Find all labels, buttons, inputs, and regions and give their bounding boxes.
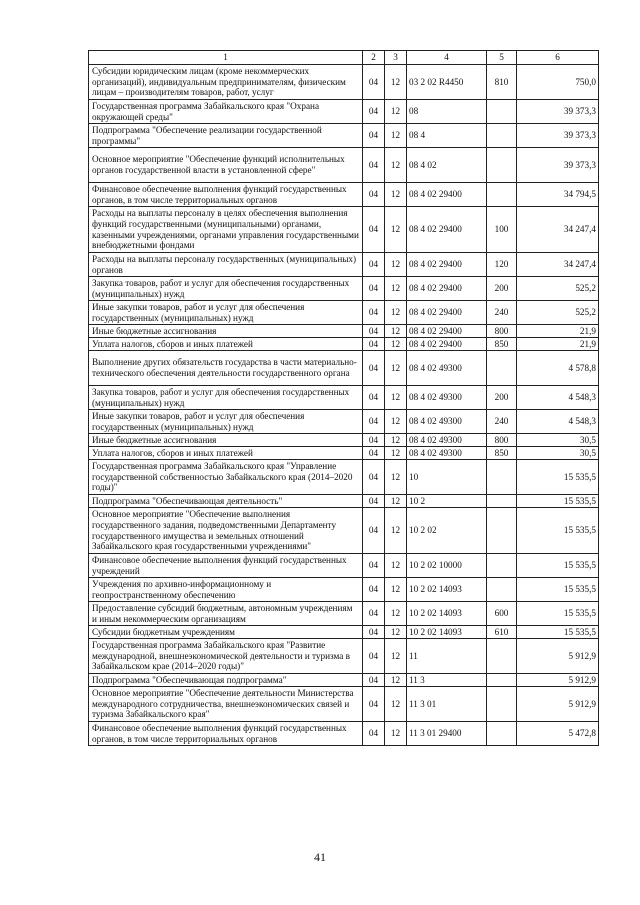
cell-subsection: 12	[385, 301, 407, 325]
cell-name: Уплата налогов, сборов и иных платежей	[89, 338, 363, 351]
cell-amount: 39 373,3	[517, 100, 599, 124]
cell-amount: 34 247,4	[517, 253, 599, 277]
table-body	[89, 65, 599, 746]
table-row	[89, 301, 599, 325]
table-row	[89, 722, 599, 746]
cell-amount: 5 912,9	[517, 674, 599, 687]
budget-table	[88, 50, 599, 746]
cell-section: 04	[363, 578, 385, 602]
cell-expense-type	[487, 578, 517, 602]
table-row	[89, 602, 599, 626]
cell-target-article: 08 4 02 49300	[407, 447, 487, 460]
cell-amount: 525,2	[517, 301, 599, 325]
cell-expense-type: 600	[487, 602, 517, 626]
cell-subsection: 12	[385, 410, 407, 434]
cell-name: Иные бюджетные ассигнования	[89, 325, 363, 338]
cell-expense-type: 240	[487, 410, 517, 434]
cell-section: 04	[363, 351, 385, 386]
table-row	[89, 554, 599, 578]
table-header-row	[89, 51, 599, 65]
cell-subsection: 12	[385, 626, 407, 639]
cell-name: Закупка товаров, работ и услуг для обеспечения государственных (муниципальных) нужд	[89, 277, 363, 301]
cell-subsection: 12	[385, 253, 407, 277]
cell-name: Уплата налогов, сборов и иных платежей	[89, 447, 363, 460]
cell-amount: 34 247,4	[517, 207, 599, 253]
table-row	[89, 674, 599, 687]
cell-section: 04	[363, 100, 385, 124]
cell-subsection: 12	[385, 639, 407, 674]
cell-expense-type: 200	[487, 277, 517, 301]
cell-expense-type	[487, 460, 517, 495]
cell-amount: 21,9	[517, 338, 599, 351]
cell-name: Иные бюджетные ассигнования	[89, 434, 363, 447]
table-row	[89, 207, 599, 253]
table-row	[89, 578, 599, 602]
cell-section: 04	[363, 148, 385, 183]
cell-amount: 5 472,8	[517, 722, 599, 746]
cell-expense-type	[487, 124, 517, 148]
cell-amount: 39 373,3	[517, 148, 599, 183]
cell-subsection: 12	[385, 687, 407, 722]
cell-subsection: 12	[385, 148, 407, 183]
cell-section: 04	[363, 207, 385, 253]
cell-subsection: 12	[385, 508, 407, 554]
cell-expense-type: 800	[487, 325, 517, 338]
cell-target-article: 08 4 02 49300	[407, 434, 487, 447]
cell-name: Государственная программа Забайкальского края "Управление государственной собственностью Забайкальского края (2014–2020 годы)"	[89, 460, 363, 495]
table-row	[89, 277, 599, 301]
cell-amount: 30,5	[517, 434, 599, 447]
table-row	[89, 460, 599, 495]
cell-expense-type	[487, 687, 517, 722]
table-row	[89, 338, 599, 351]
header-col-1: 1	[89, 51, 363, 65]
cell-amount: 15 535,5	[517, 602, 599, 626]
cell-amount: 5 912,9	[517, 639, 599, 674]
cell-section: 04	[363, 253, 385, 277]
cell-target-article: 11 3	[407, 674, 487, 687]
cell-section: 04	[363, 602, 385, 626]
cell-section: 04	[363, 639, 385, 674]
cell-section: 04	[363, 277, 385, 301]
cell-expense-type: 120	[487, 253, 517, 277]
cell-name: Закупка товаров, работ и услуг для обеспечения государственных (муниципальных) нужд	[89, 386, 363, 410]
cell-expense-type: 100	[487, 207, 517, 253]
cell-expense-type	[487, 351, 517, 386]
cell-target-article: 10 2 02	[407, 508, 487, 554]
cell-section: 04	[363, 124, 385, 148]
cell-section: 04	[363, 626, 385, 639]
cell-amount: 15 535,5	[517, 554, 599, 578]
cell-name: Основное мероприятие "Обеспечение деятельности Министерства международного сотрудничества, внешнеэкономических связей и туризма Забайкальского края"	[89, 687, 363, 722]
cell-section: 04	[363, 508, 385, 554]
page-number: 41	[314, 850, 326, 864]
cell-section: 04	[363, 722, 385, 746]
cell-amount: 39 373,3	[517, 124, 599, 148]
cell-name: Государственная программа Забайкальского края "Охрана окружающей среды"	[89, 100, 363, 124]
table-row	[89, 124, 599, 148]
cell-subsection: 12	[385, 602, 407, 626]
cell-name: Финансовое обеспечение выполнения функций государственных учреждений	[89, 554, 363, 578]
cell-subsection: 12	[385, 338, 407, 351]
cell-name: Государственная программа Забайкальского края "Развитие международной, внешнеэкономической деятельности и туризма в Забайкальском крае (2014–2020 годы)"	[89, 639, 363, 674]
cell-expense-type	[487, 100, 517, 124]
cell-amount: 15 535,5	[517, 508, 599, 554]
cell-amount: 4 548,3	[517, 410, 599, 434]
cell-section: 04	[363, 460, 385, 495]
cell-subsection: 12	[385, 722, 407, 746]
cell-subsection: 12	[385, 351, 407, 386]
cell-expense-type	[487, 148, 517, 183]
cell-name: Основное мероприятие "Обеспечение функций исполнительных органов государственной власти в установленной сфере"	[89, 148, 363, 183]
cell-expense-type: 850	[487, 338, 517, 351]
cell-target-article: 08 4 02 49300	[407, 386, 487, 410]
cell-expense-type	[487, 495, 517, 508]
header-col-5: 5	[487, 51, 517, 65]
cell-amount: 4 548,3	[517, 386, 599, 410]
table-row	[89, 687, 599, 722]
table-row	[89, 325, 599, 338]
cell-expense-type: 800	[487, 434, 517, 447]
cell-expense-type: 200	[487, 386, 517, 410]
cell-section: 04	[363, 386, 385, 410]
cell-name: Выполнение других обязательств государства в части материально-технического обеспечения деятельности государственного органа	[89, 351, 363, 386]
cell-name: Субсидии бюджетным учреждениям	[89, 626, 363, 639]
cell-section: 04	[363, 554, 385, 578]
cell-expense-type	[487, 639, 517, 674]
cell-section: 04	[363, 495, 385, 508]
cell-subsection: 12	[385, 100, 407, 124]
cell-section: 04	[363, 447, 385, 460]
cell-target-article: 08 4 02	[407, 148, 487, 183]
cell-section: 04	[363, 183, 385, 207]
header-col-3: 3	[385, 51, 407, 65]
cell-name: Подпрограмма "Обеспечивающая подпрограмма"	[89, 674, 363, 687]
cell-subsection: 12	[385, 277, 407, 301]
cell-target-article: 08 4 02 49300	[407, 351, 487, 386]
cell-subsection: 12	[385, 183, 407, 207]
cell-name: Субсидии юридическим лицам (кроме некоммерческих организаций), индивидуальным предпринимателям, физическим лицам – производителям товаров, работ, услуг	[89, 65, 363, 100]
cell-target-article: 10 2 02 14093	[407, 602, 487, 626]
cell-target-article: 11 3 01 29400	[407, 722, 487, 746]
cell-target-article: 08 4 02 29400	[407, 183, 487, 207]
cell-subsection: 12	[385, 207, 407, 253]
cell-amount: 15 535,5	[517, 626, 599, 639]
cell-subsection: 12	[385, 65, 407, 100]
cell-expense-type	[487, 674, 517, 687]
header-col-2: 2	[363, 51, 385, 65]
table-row	[89, 65, 599, 100]
table-row	[89, 410, 599, 434]
cell-amount: 5 912,9	[517, 687, 599, 722]
cell-expense-type: 810	[487, 65, 517, 100]
cell-target-article: 08 4 02 29400	[407, 253, 487, 277]
cell-name: Подпрограмма "Обеспечение реализации государственной программы"	[89, 124, 363, 148]
cell-section: 04	[363, 687, 385, 722]
cell-name: Финансовое обеспечение выполнения функций государственных органов, в том числе территориальных органов	[89, 722, 363, 746]
cell-section: 04	[363, 325, 385, 338]
cell-target-article: 10 2	[407, 495, 487, 508]
table-row	[89, 434, 599, 447]
table-row	[89, 626, 599, 639]
cell-section: 04	[363, 65, 385, 100]
cell-amount: 30,5	[517, 447, 599, 460]
table-row	[89, 495, 599, 508]
cell-section: 04	[363, 338, 385, 351]
cell-target-article: 10 2 02 14093	[407, 578, 487, 602]
cell-expense-type: 610	[487, 626, 517, 639]
cell-name: Учреждения по архивно-информационному и геопространственному обеспечению	[89, 578, 363, 602]
table-row	[89, 639, 599, 674]
cell-target-article: 08	[407, 100, 487, 124]
table-row	[89, 100, 599, 124]
cell-expense-type: 850	[487, 447, 517, 460]
cell-subsection: 12	[385, 386, 407, 410]
table-row	[89, 148, 599, 183]
cell-name: Расходы на выплаты персоналу государственных (муниципальных) органов	[89, 253, 363, 277]
cell-subsection: 12	[385, 674, 407, 687]
cell-subsection: 12	[385, 495, 407, 508]
cell-subsection: 12	[385, 578, 407, 602]
cell-amount: 15 535,5	[517, 578, 599, 602]
cell-target-article: 10	[407, 460, 487, 495]
cell-expense-type	[487, 722, 517, 746]
cell-subsection: 12	[385, 325, 407, 338]
table-row	[89, 508, 599, 554]
table-row	[89, 386, 599, 410]
cell-name: Финансовое обеспечение выполнения функций государственных органов, в том числе территориальных органов	[89, 183, 363, 207]
cell-target-article: 08 4 02 29400	[407, 207, 487, 253]
cell-amount: 21,9	[517, 325, 599, 338]
cell-target-article: 08 4 02 29400	[407, 338, 487, 351]
cell-subsection: 12	[385, 434, 407, 447]
cell-subsection: 12	[385, 554, 407, 578]
cell-name: Основное мероприятие "Обеспечение выполнения государственного задания, подведомственными Департаменту государственного имущества и земельных отношений Забайкальского края государственными учреждениями"	[89, 508, 363, 554]
cell-amount: 34 794,5	[517, 183, 599, 207]
cell-subsection: 12	[385, 460, 407, 495]
cell-section: 04	[363, 434, 385, 447]
cell-section: 04	[363, 410, 385, 434]
cell-name: Иные закупки товаров, работ и услуг для обеспечения государственных (муниципальных) нужд	[89, 410, 363, 434]
cell-name: Иные закупки товаров, работ и услуг для обеспечения государственных (муниципальных) нужд	[89, 301, 363, 325]
cell-target-article: 08 4 02 29400	[407, 277, 487, 301]
cell-target-article: 08 4 02 29400	[407, 325, 487, 338]
header-col-6: 6	[517, 51, 599, 65]
cell-amount: 15 535,5	[517, 495, 599, 508]
cell-amount: 4 578,8	[517, 351, 599, 386]
cell-target-article: 08 4	[407, 124, 487, 148]
cell-amount: 525,2	[517, 277, 599, 301]
cell-target-article: 11	[407, 639, 487, 674]
cell-amount: 15 535,5	[517, 460, 599, 495]
cell-expense-type	[487, 183, 517, 207]
cell-section: 04	[363, 301, 385, 325]
cell-name: Расходы на выплаты персоналу в целях обеспечения выполнения функций государственными (муниципальными) органами, казенными учреждениями, органами управления государственными внебюджетными фондами	[89, 207, 363, 253]
header-col-4: 4	[407, 51, 487, 65]
cell-expense-type: 240	[487, 301, 517, 325]
cell-section: 04	[363, 674, 385, 687]
table-row	[89, 351, 599, 386]
table-row	[89, 183, 599, 207]
cell-expense-type	[487, 508, 517, 554]
cell-subsection: 12	[385, 447, 407, 460]
cell-target-article: 11 3 01	[407, 687, 487, 722]
table-row	[89, 253, 599, 277]
cell-name: Предоставление субсидий бюджетным, автономным учреждениям и иным некоммерческим организациям	[89, 602, 363, 626]
cell-target-article: 08 4 02 29400	[407, 301, 487, 325]
table-row	[89, 447, 599, 460]
cell-expense-type	[487, 554, 517, 578]
cell-target-article: 10 2 02 14093	[407, 626, 487, 639]
cell-amount: 750,0	[517, 65, 599, 100]
cell-target-article: 08 4 02 49300	[407, 410, 487, 434]
cell-name: Подпрограмма "Обеспечивающая деятельность"	[89, 495, 363, 508]
cell-target-article: 03 2 02 R4450	[407, 65, 487, 100]
cell-subsection: 12	[385, 124, 407, 148]
cell-target-article: 10 2 02 10000	[407, 554, 487, 578]
